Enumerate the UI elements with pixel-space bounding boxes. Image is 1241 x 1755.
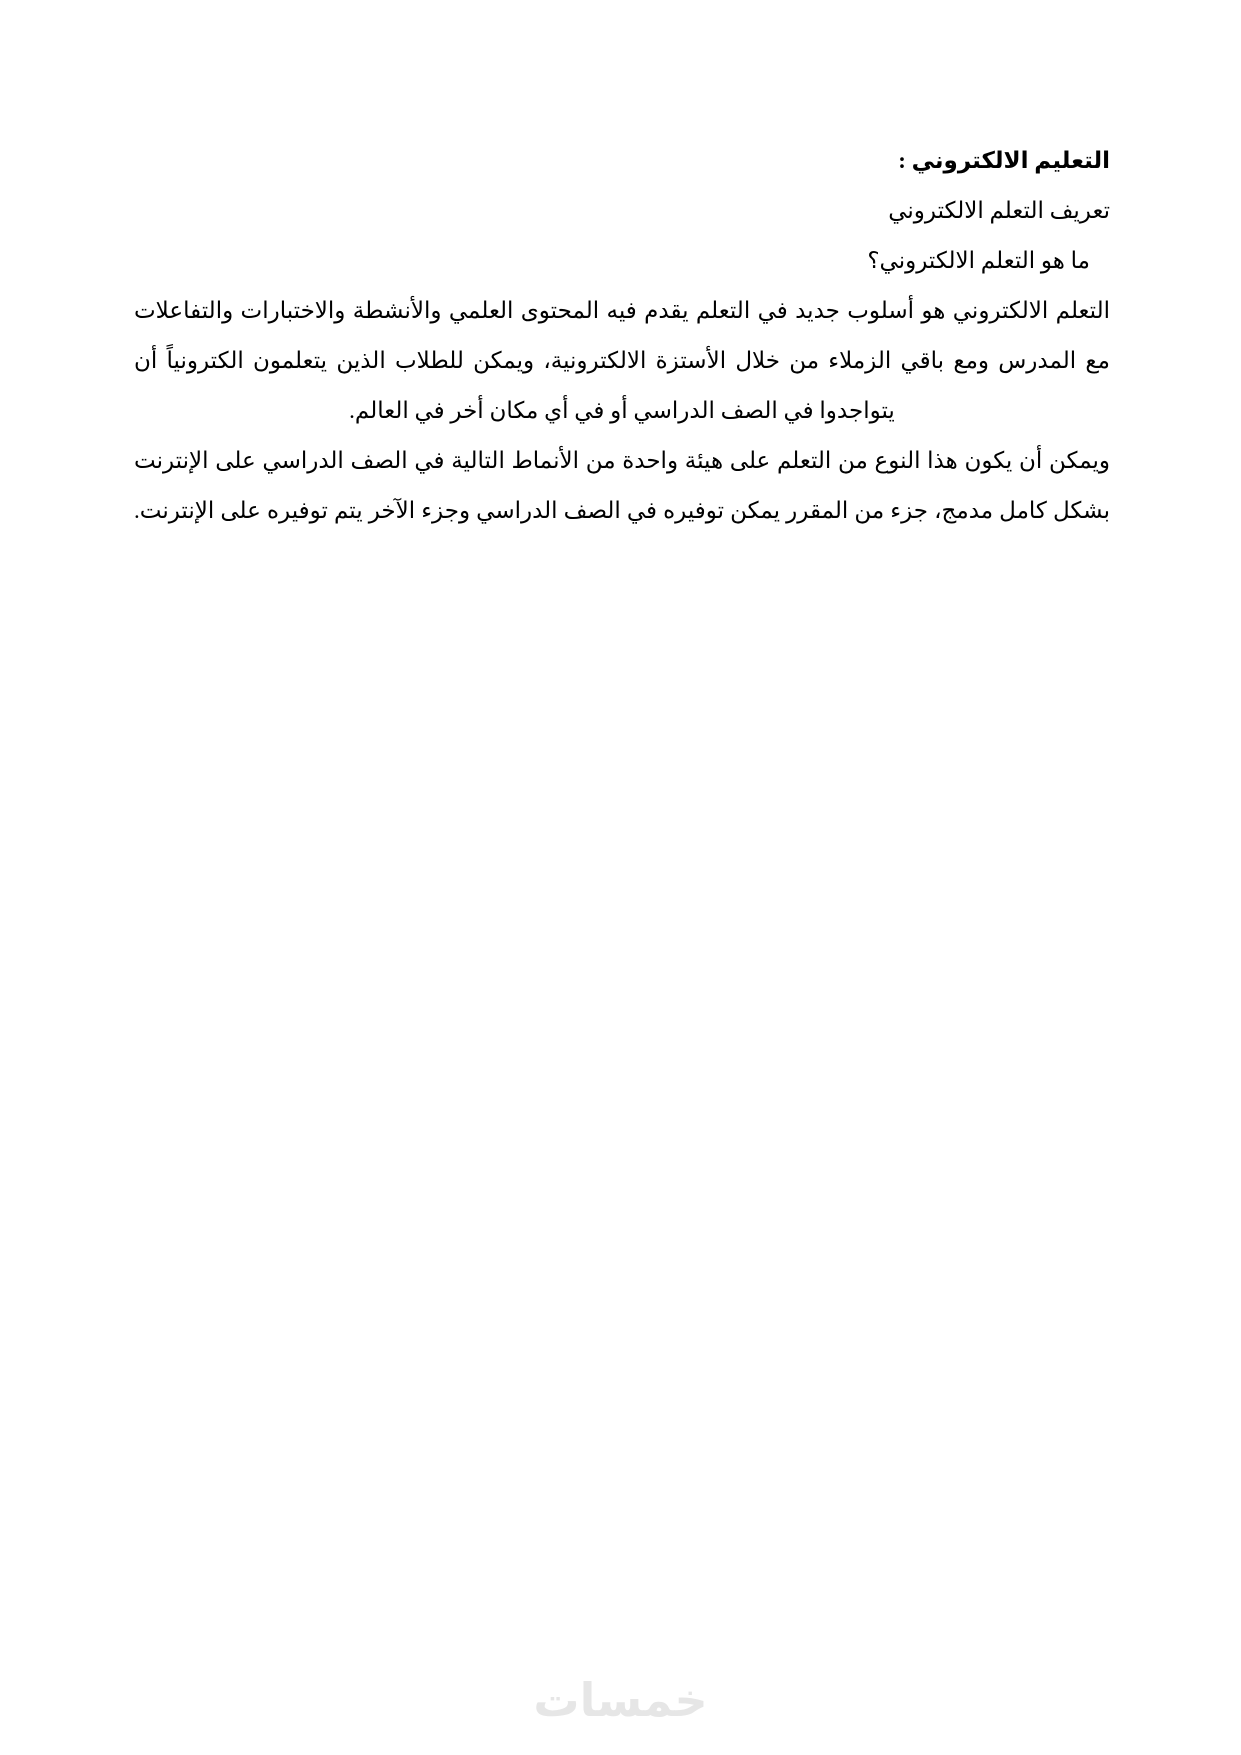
paragraph-line-definition: تعريف التعلم الالكتروني [888, 198, 1110, 223]
paragraph-line: ويمكن أن يكون هذا النوع من التعلم على هيئة واحدة من الأنماط التالية في الصف الدراسي على الإنترنت [134, 448, 1110, 473]
paragraph-line: بشكل كامل مدمج، جزء من المقرر يمكن توفيره في الصف الدراسي وجزء الآخر يتم توفيره على الإنترنت. [134, 498, 1110, 523]
document-text-block [134, 136, 1110, 536]
paragraph-line: التعلم الالكتروني هو أسلوب جديد في التعلم يقدم فيه المحتوى العلمي والأنشطة والاختبارات والتفاعلات [134, 298, 1110, 323]
paragraph-line: يتواجدوا في الصف الدراسي أو في أي مكان أخر في العالم. [349, 398, 895, 423]
document-heading: التعليم الالكتروني : [898, 148, 1110, 173]
paragraph-line: مع المدرس ومع باقي الزملاء من خلال الأستزة الالكترونية، ويمكن للطلاب الذين يتعلمون الكترونياً أن [134, 348, 1110, 373]
paragraph-line-question: ما هو التعلم الالكتروني؟ [867, 248, 1090, 273]
khamsat-watermark-logo: خمسات [533, 1673, 708, 1727]
